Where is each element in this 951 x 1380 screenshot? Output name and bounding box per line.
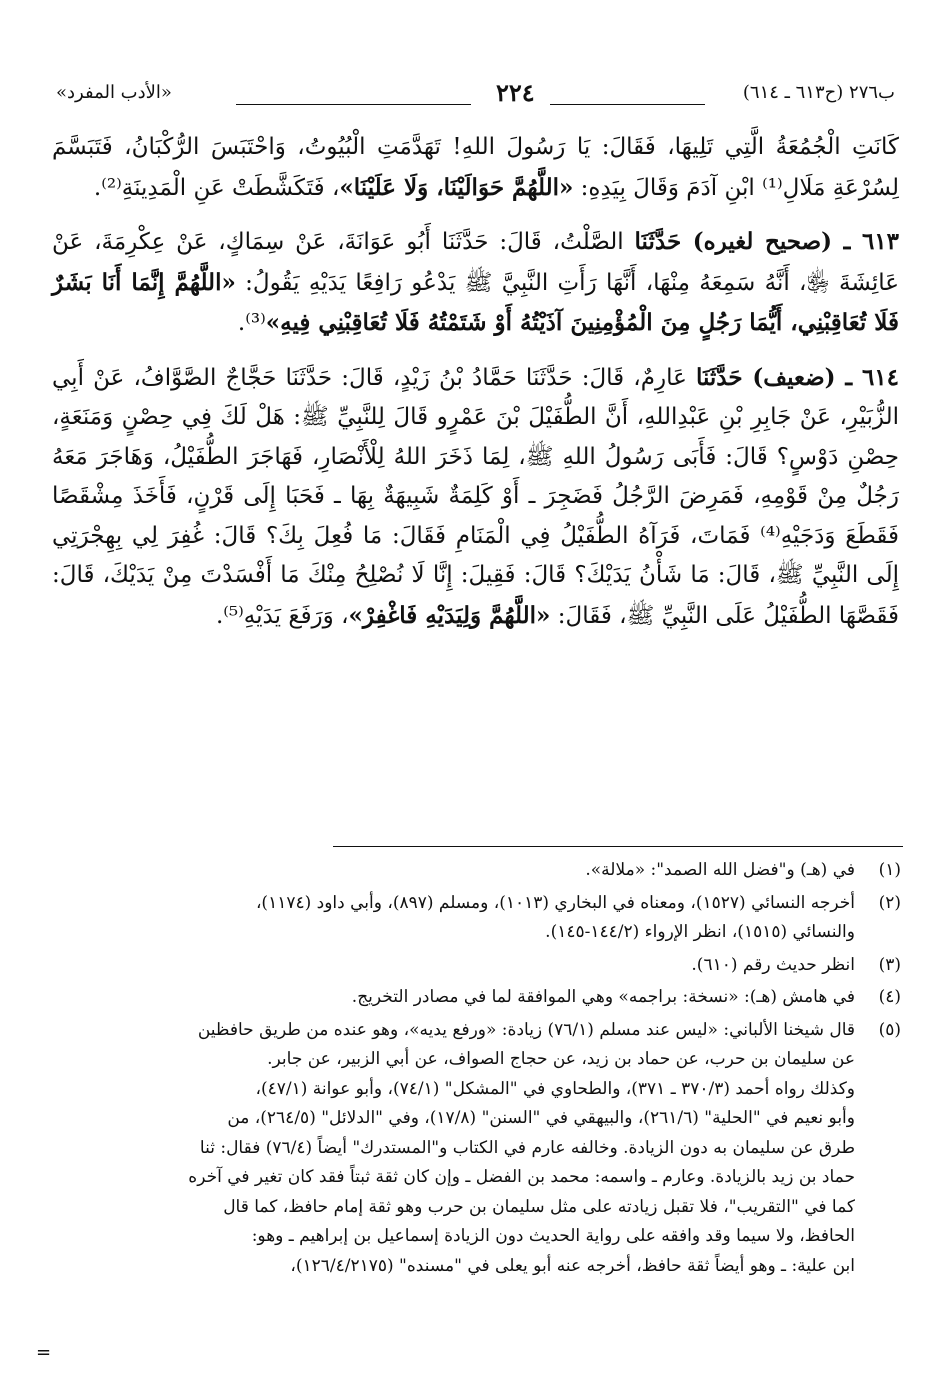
text-segment: ، فَتَكَشَّطَتْ عَنِ الْمَدِينَةِ⁽²⁾. (93, 174, 340, 201)
footnote (62, 983, 901, 1013)
footnote-body (62, 951, 855, 981)
footnote-line: حماد بن زيد بالزيادة. وعارم ـ واسمه: محمد بن الفضل ـ وإن كان ثقة ثبتاً فقد كان تغير في آخره (188, 1167, 855, 1187)
footnote-line: وكذلك رواه أحمد (٣٧٠/٣ ـ ٣٧١)، والطحاوي في "المشكل" (٧٤/١)، وأبو عوانة (٤٧/١)، (255, 1078, 855, 1099)
bold-text-segment: «اللَّهُمَّ حَوَالَيْنَا، وَلَا عَلَيْنَا» (339, 173, 574, 201)
bold-text-segment: ٦١٤ ـ (ضعيف) حَدَّثَنَا (695, 363, 899, 391)
footnote-line: والنسائي (١٥١٥)، انظر الإرواء (١٤٤/٢-١٤٥). (545, 922, 855, 942)
footnote-number: (٣) (878, 954, 901, 975)
footnote-line: أخرجه النسائي (١٥٢٧)، ومعناه في البخاري (١٠١٣)، ومسلم (٨٩٧)، وأبي داود (١١٧٤)، (255, 892, 855, 913)
footnote-body (62, 856, 855, 886)
footnotes (62, 856, 901, 1284)
footnote (62, 1016, 901, 1282)
text-segment: الصَّلْتُ، قَالَ: حَدَّثَنَا أَبُو عَوَانَةَ، عَنْ سِمَاكٍ، عَنْ عِكْرِمَةَ، عَنْ عَائِشَةَ ﵂، أَنَّهُ سَمِعَهُ مِنْهَا، أَنَّهَا رَأَتِ النَّبِيَّ ﷺ يَدْعُو رَافِعًا يَدَيْهِ يَقُولُ: (52, 229, 900, 296)
footnote-body (62, 889, 855, 948)
footnote (62, 951, 901, 981)
footnote-body (62, 983, 855, 1013)
bold-text-segment: «اللَّهُمَّ إِنَّمَا أَنَا بَشَرٌ فَلَا تُعَاقِبْنِي، أَيُّمَا رَجُلٍ مِنَ الْمُؤْمِنِينَ آذَيْتُهُ أَوْ شَتَمْتُهُ فَلَا تُعَاقِبْنِي فِيهِ» (52, 268, 899, 336)
footnote-divider (333, 846, 903, 847)
footnote-line: طرق عن سليمان به دون الزيادة. وخالفه عارم في الكتاب و"المستدرك" أيضاً (٧٦/٤) فقال: ثنا (199, 1137, 855, 1158)
text-segment: ، وَرَفَعَ يَدَيْهِ⁽⁵⁾. (215, 602, 349, 629)
continuation-mark: = (36, 1342, 52, 1363)
hadith-paragraph (52, 128, 899, 208)
footnote (62, 856, 901, 886)
header-rule-left (236, 104, 471, 105)
footnote-line: ابن علية: ـ وهو أيضاً ثقة حافظ، أخرجه عنه أبو يعلى في "مسنده" (١٢٦/٤/٢١٧٥)، (290, 1255, 855, 1276)
main-text (52, 128, 899, 650)
hadith-paragraph (52, 222, 899, 344)
text-segment: ⁽³⁾. (237, 310, 266, 336)
footnote-line: قال شيخنا الألباني: «ليس عند مسلم (٧٦/١) زيادة: «ورفع يديه»، وهو عنده من طريق حافظين (197, 1019, 855, 1040)
running-header (56, 78, 895, 112)
header-rule-right (550, 104, 705, 105)
footnote (62, 889, 901, 948)
book-title: «الأدب المفرد» (56, 82, 172, 103)
footnote-line: وأبو نعيم في "الحلية" (٢٦١/٦)، والبيهقي في "السنن" (١٧/٨)، وفي "الدلائل" (٢٦٤/٥)، من (227, 1108, 855, 1128)
footnote-line: الحافظ، ولا سيما وقد وافقه على رواية الحديث دون الزيادة إسماعيل بن إبراهيم ـ وهو: (251, 1226, 855, 1246)
hadith-range: ب٢٧٦ (ح٦١٣ ـ ٦١٤) (742, 82, 895, 103)
footnote-number: (٢) (878, 892, 901, 913)
bold-text-segment: «اللَّهُمَّ وَلِيَدَيْهِ فَاغْفِرْ» (348, 601, 551, 629)
footnote-number: (٥) (878, 1019, 901, 1040)
bold-text-segment: ٦١٣ ـ (صحيح لغيره) حَدَّثَنَا (634, 228, 899, 255)
footnote-line: انظر حديث رقم (٦١٠). (691, 954, 855, 975)
text-segment: كَانَتِ الْجُمُعَةُ الَّتِي تَلِيهَا، فَقَالَ: يَا رَسُولَ اللهِ! تَهَدَّمَتِ الْبُيُوتُ، وَاحْتَبَسَ الرُّكْبَانُ، فَتَبَسَّمَ لِسُرْعَةِ مَلَالِ⁽¹⁾ ابْنِ آدَمَ وَقَالَ بِيَدِهِ: (52, 134, 899, 201)
hadith-paragraph (52, 358, 899, 637)
footnote-line: عن سليمان بن حرب، عن حماد بن زيد، عن حجاج الصواف، عن أبي الزبير، عن جابر. (267, 1049, 855, 1069)
footnote-line: في هامش (هـ): «نسخة: براجمه» وهي الموافقة لما في مصادر التخريج. (351, 987, 855, 1007)
text-segment: عَارِمٌ، قَالَ: حَدَّثَنَا حَمَّادُ بْنُ زَيْدٍ، قَالَ: حَدَّثَنَا حَجَّاجٌ الصَّوَّافُ، عَنْ أَبِي الزُّبَيْرِ، عَنْ جَابِرِ بْنِ عَبْدِاللهِ، أَنَّ الطُّفَيْلَ بْنَ عَمْرٍو قَالَ لِلنَّبِيِّ ﷺ: هَلْ لَكَ فِي حِصْنٍ وَمَنَعَةٍ، حِصْنِ دَوْسٍ؟ قَالَ: فَأَبَى رَسُولُ اللهِ ﷺ، لِمَا ذَخَرَ اللهُ لِلْأَنْصَارِ، فَهَاجَرَ الطُّفَيْلُ، وَهَاجَرَ مَعَهُ رَجُلٌ مِنْ قَوْمِهِ، فَمَرِضَ الرَّجُلُ فَضَجِرَ ـ أَوْ كَلِمَةٌ شَبِيهَةٌ بِهَا ـ فَحَبَا إِلَى قَرْنٍ، فَأَخَذَ مِشْقَصًا فَقَطَعَ وَدَجَيْهِ⁽⁴⁾ فَمَاتَ، فَرَآهُ الطُّفَيْلُ فِي الْمَنَامِ فَقَالَ: مَا فُعِلَ بِكَ؟ قَالَ: غُفِرَ لِي بِهِجْرَتِي إِلَى النَّبِيِّ ﷺ، قَالَ: مَا شَأْنُ يَدَيْكَ؟ قَالَ: فَقِيلَ: إِنَّا لَا نُصْلِحُ مِنْكَ مَا أَفْسَدْتَ مِنْ يَدَيْكَ، قَالَ: فَقَصَّهَا الطُّفَيْلُ عَلَى النَّبِيِّ ﷺ، فَقَالَ: (52, 364, 899, 629)
footnote-line: كما في "التقريب"، فلا تقبل زيادته على مثل سليمان بن حرب وهو ثقة إمام حافظ، كما قال (223, 1196, 855, 1217)
page-number: ٢٢٤ (496, 78, 535, 107)
footnote-number: (١) (878, 860, 901, 880)
footnote-body (62, 1016, 855, 1282)
footnote-number: (٤) (878, 987, 901, 1007)
footnote-line: في (هـ) و"فضل الله الصمد": «ملالة». (585, 860, 855, 880)
